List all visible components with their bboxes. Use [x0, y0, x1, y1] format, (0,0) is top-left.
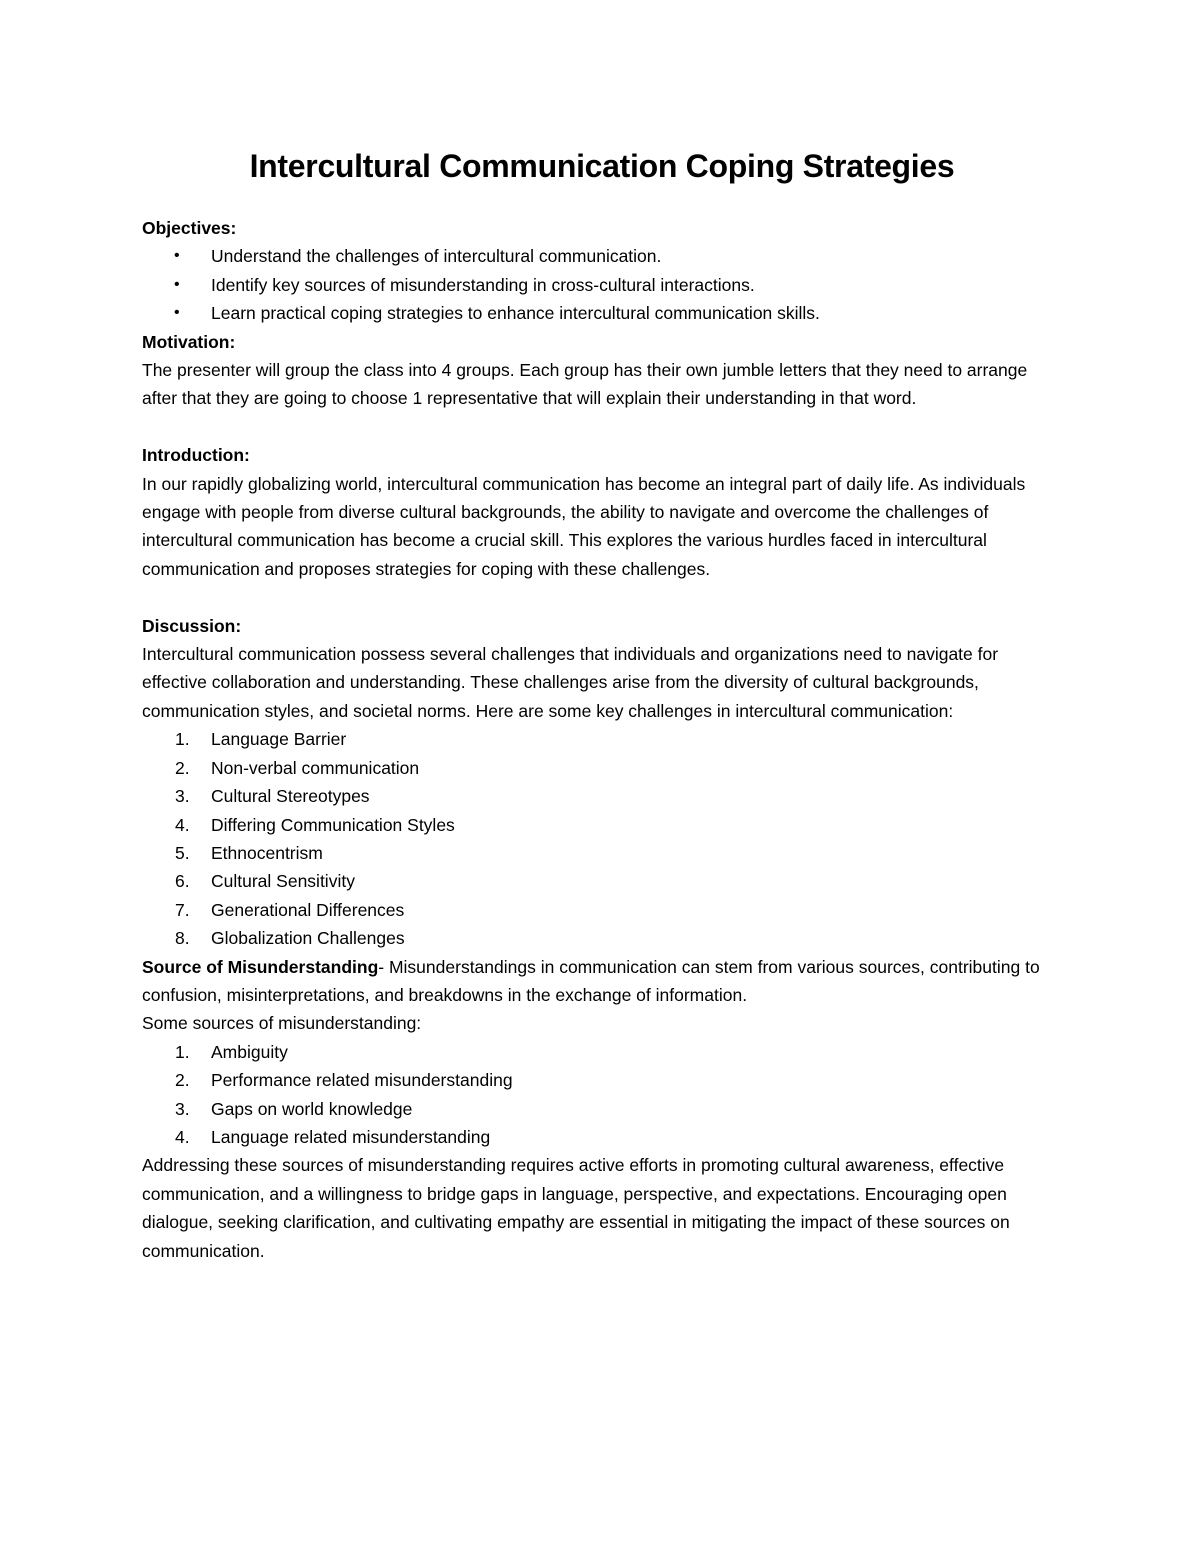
- sources-list: [142, 1038, 1062, 1152]
- list-number: 2.: [175, 1070, 190, 1091]
- misunderstanding-text: Misunderstandings in communication can stem from various sources, contributing to confusion, misinterpretations, and breakdowns in the exchange of information.: [142, 956, 1040, 1005]
- motivation-heading: Motivation:: [142, 331, 236, 352]
- list-item: [142, 754, 1062, 782]
- objectives-list: [142, 242, 1062, 327]
- list-number: 8.: [175, 928, 190, 949]
- motivation-section: [142, 328, 1062, 413]
- objectives-heading: Objectives:: [142, 218, 237, 238]
- list-number: 2.: [175, 757, 190, 778]
- source-text: Language related misunderstanding: [211, 1126, 491, 1147]
- list-item: [142, 867, 1062, 895]
- list-number: 3.: [175, 786, 190, 807]
- list-item: [142, 1038, 1062, 1066]
- source-text: Performance related misunderstanding: [211, 1070, 513, 1091]
- challenge-text: Cultural Sensitivity: [211, 871, 355, 892]
- list-number: 7.: [175, 899, 190, 920]
- introduction-heading: Introduction:: [142, 445, 250, 466]
- sources-intro: Some sources of misunderstanding:: [142, 1013, 422, 1034]
- bullet-icon: •: [174, 247, 180, 265]
- list-number: 1.: [175, 1041, 190, 1062]
- misunderstanding-section: [142, 953, 1062, 1265]
- list-item: [142, 1123, 1062, 1151]
- discussion-heading: Discussion:: [142, 615, 242, 636]
- challenge-text: Globalization Challenges: [211, 928, 405, 949]
- document-content: [142, 146, 1062, 1265]
- list-item: [142, 811, 1062, 839]
- objectives-section: [142, 214, 1062, 328]
- source-text: Gaps on world knowledge: [211, 1098, 413, 1119]
- challenge-text: Language Barrier: [211, 729, 347, 750]
- challenge-text: Ethnocentrism: [211, 842, 323, 863]
- discussion-section: [142, 612, 1062, 953]
- challenge-text: Cultural Stereotypes: [211, 786, 370, 807]
- challenge-text: Generational Differences: [211, 899, 405, 920]
- challenge-text: Differing Communication Styles: [211, 814, 455, 835]
- list-item: [142, 924, 1062, 952]
- introduction-text: In our rapidly globalizing world, intercultural communication has become an integral part of daily life. As individuals engage with people from diverse cultural backgrounds, the ability to navigate and overcome the challenges of intercultural communication has become a crucial skill. This explores the various hurdles faced in intercultural communication and proposes strategies for coping with these challenges.: [142, 473, 1026, 579]
- heading-dash: -: [378, 956, 385, 977]
- paragraph-spacer: [142, 583, 1062, 611]
- document-title: Intercultural Communication Coping Strategies: [249, 148, 955, 184]
- challenge-text: Non-verbal communication: [211, 757, 420, 778]
- closing-paragraph: Addressing these sources of misunderstanding requires active efforts in promoting cultural awareness, effective communication, and a willingness to bridge gaps in language, perspective, and expectations. Encouraging open dialogue, seeking clarification, and cultivating empathy are essential in mitigating the impact of these sources on communication.: [142, 1155, 1010, 1261]
- source-text: Ambiguity: [211, 1041, 288, 1062]
- bullet-icon: •: [174, 275, 180, 293]
- list-item: [142, 725, 1062, 753]
- list-item: [142, 242, 1062, 270]
- list-number: 1.: [175, 729, 190, 750]
- list-item: [142, 1066, 1062, 1094]
- objective-text: Identify key sources of misunderstanding in cross-cultural interactions.: [211, 274, 755, 295]
- objective-text: Learn practical coping strategies to enhance intercultural communication skills.: [211, 303, 820, 324]
- list-number: 4.: [175, 1126, 190, 1147]
- motivation-text: The presenter will group the class into 4 groups. Each group has their own jumble letters that they need to arrange after that they are going to choose 1 representative that will explain their understanding in that word.: [142, 360, 1028, 409]
- list-item: [142, 271, 1062, 299]
- list-item: [142, 1095, 1062, 1123]
- list-item: [142, 896, 1062, 924]
- list-item: [142, 299, 1062, 327]
- challenges-list: [142, 725, 1062, 952]
- list-item: [142, 782, 1062, 810]
- misunderstanding-paragraph: [142, 953, 1062, 1010]
- introduction-section: [142, 441, 1062, 583]
- list-number: 4.: [175, 814, 190, 835]
- list-number: 3.: [175, 1098, 190, 1119]
- list-item: [142, 839, 1062, 867]
- discussion-text: Intercultural communication possess several challenges that individuals and organizations need to navigate for effective collaboration and understanding. These challenges arise from the diversity of cultural backgrounds, communication styles, and societal norms. Here are some key challenges in intercultural communication:: [142, 644, 999, 721]
- misunderstanding-heading: Source of Misunderstanding: [142, 956, 379, 977]
- list-number: 5.: [175, 842, 190, 863]
- list-number: 6.: [175, 871, 190, 892]
- objective-text: Understand the challenges of intercultural communication.: [211, 246, 662, 267]
- bullet-icon: •: [174, 304, 180, 322]
- paragraph-spacer: [142, 413, 1062, 441]
